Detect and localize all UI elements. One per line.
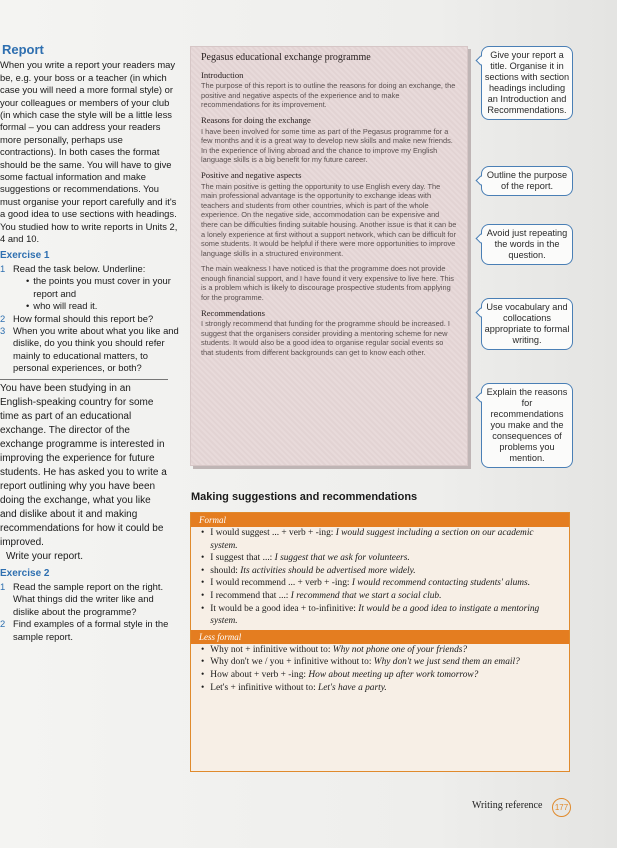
formal-item: • I would recommend ... + verb + -ing: I would recommend contacting students' alums. [201,578,531,589]
formal-item: • should: Its activities should be advertised more widely. [201,565,416,576]
left-column [0,44,180,643]
suggestions-heading: Making suggestions and recommendations [191,491,418,503]
studied-text: You studied how to write reports in Units 2, 4 and 10. [0,220,178,245]
exercise-1-item: 3 When you write about what you like and dislike, do you think you should refer mainly to educational matters, to personal experiences, or both? [0,324,179,374]
task-write: Write your report. [6,550,84,562]
sample-report [190,46,468,466]
margin-note: Give your report a title. Organise it in sections with section headings including an Introduction and Recommendations. [481,46,573,120]
less-formal-item: • Let's + infinitive without to: Let's have a party. [201,682,387,693]
sample-paragraph: The main positive is getting the opportunity to use English every day. The main professional advantage is the opportunity to exchange ideas with teachers and students from other countries, which is part of the whole experience. On the negative side, accommodation can be expensive and there can be difficulties finding suitable housing. Another issue is that it can be a lonely experience at first without a support network, which can be difficult for some students. It would be helpful if there were more opportunities to improve language skills in a structured environment. [201,181,457,258]
formal-item: • I recommend that ...: I recommend that we start a social club. [201,590,442,601]
sample-heading: Introduction [201,69,244,80]
sample-heading: Reasons for doing the exchange [201,114,311,125]
less-formal-band: Less formal [191,630,569,644]
suggestions-box [190,512,570,772]
footer-label: Writing reference [472,800,543,811]
page-number: 177 [552,798,571,817]
task-box [0,379,168,564]
formal-item: • I would suggest ... + verb + -ing: I would suggest including a section on our academic system. [201,528,534,551]
exercise-1-label: Exercise 1 [0,249,50,261]
bullet-item: • the points you must cover in your report and [26,275,171,299]
formal-band: Formal [191,513,569,527]
formal-item: • It would be a good idea + to-infinitive: It would be a good idea to instigate a mentoring system. [201,603,540,627]
sample-paragraph: The purpose of this report is to outline the reasons for doing an exchange, the positive and negative aspects of the experience and to make recommendations for its improvement. [201,81,456,110]
sample-title: Pegasus educational exchange programme [201,52,371,63]
sample-heading: Positive and negative aspects [201,169,302,180]
margin-note: Use vocabulary and collocations appropriate to formal writing. [481,298,573,350]
less-formal-item: • Why don't we / you + infinitive without to: Why don't we just send them an email? [201,657,520,668]
margin-note: Outline the purpose of the report. [481,166,573,196]
sample-paragraph: I strongly recommend that funding for the programme should be increased. I suggest that the organisers consider providing a mentoring scheme for new students. It would also be a good idea to organise regular social events so that students from different backgrounds can get to know each other. [201,319,450,358]
formal-item: • I suggest that ...: I suggest that we ask for volunteers. [201,553,410,564]
less-formal-item: • Why not + infinitive without to: Why not phone one of your friends? [201,644,468,655]
intro-text: When you write a report your readers may be, e.g. your boss or a teacher (in which case you will need a more formal style) or your colleagues or members of your club (in which case the style will be a little less formal – you can address your readers more personally, perhaps use contractions). In both cases the format should be the same. You will have to give some factual information and make suggestions or recommendations. You must organise your report carefully and it's a good idea to use sections with headings. [0,59,177,220]
margin-note: Explain the reasons for recommendations you make and the consequences of problems you mention. [481,383,573,468]
section-title: Report [2,42,44,57]
exercise-2-item: 2 Find examples of a formal style in the sample report. [0,618,169,642]
sample-paragraph: I have been involved for some time as part of the Pegasus programme for a few months and it is a great way to develop new skills and make new friends. In the experience of living abroad and the chance to improve my English language skills is a big benefit for my future career. [201,126,453,165]
bullet-item: • who will read it. [26,300,98,312]
exercise-1-item: 1 Read the task below. Underline: [0,262,146,274]
margin-note: Avoid just repeating the words in the question. [481,224,573,265]
task-text: You have been studying in an English-speaking country for some time as part of an educational exchange. The director of the exchange programme is interested in improving the experience for future students. He has asked you to write a report outlining why you have been doing the exchange, what you like and dislike about it and making recommendations for how it could be improved. [0,382,167,548]
exercise-2-item: 1 Read the sample report on the right. What things did the writer like and dislike about the programme? [0,580,164,617]
exercise-2-label: Exercise 2 [0,567,50,579]
sample-paragraph: The main weakness I have noticed is that the programme does not provide enough financial support, and I have found it very expensive to live here. This is a problem which is likely to discourage prospective students from applying for the programme. [201,264,454,303]
sample-heading: Recommendations [201,307,265,318]
less-formal-item: • How about + verb + -ing: How about meeting up after work tomorrow? [201,669,479,680]
exercise-1-item: 2 How formal should this report be? [0,312,154,324]
